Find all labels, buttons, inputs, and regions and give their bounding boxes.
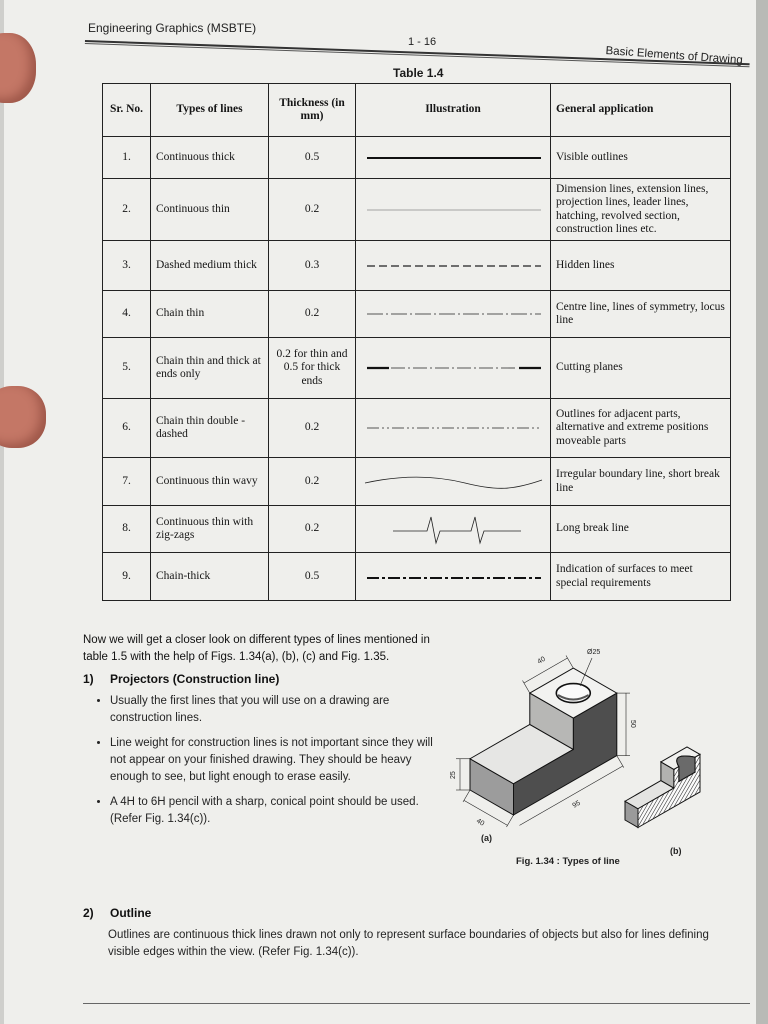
page-edge [756, 0, 768, 1024]
dimension-label: Ø25 [587, 649, 601, 656]
line-type-cell: Chain thin and thick at ends only [151, 338, 269, 399]
section-heading-outline [83, 905, 738, 922]
sr-no-cell: 3. [103, 241, 151, 291]
list-item: • Line weight for construction lines is not important since they will not appear on your finished drawing. They should be heavy enough to see, but light enough to erase easily. [110, 735, 435, 786]
zigzag-line-illustration [361, 511, 546, 547]
sr-no-cell: 4. [103, 291, 151, 338]
line-types-table [102, 83, 731, 601]
illustration-cell [356, 458, 551, 506]
chain-thick-line-illustration [361, 566, 546, 588]
isometric-block-drawing [470, 668, 617, 815]
sr-no-cell: 8. [103, 506, 151, 553]
continuous-thick-line-illustration [361, 147, 546, 169]
sr-no-cell: 1. [103, 137, 151, 179]
section-number: 1) [83, 672, 94, 686]
illustration-cell [356, 553, 551, 601]
dimension-label: 40 [475, 817, 486, 828]
dimension-label: 25 [450, 771, 457, 779]
dimension-label: 40 [536, 655, 547, 666]
footer-rule [83, 1003, 750, 1004]
bullet-list [83, 693, 435, 828]
header-thickness: Thickness (in mm) [269, 84, 356, 137]
thickness-cell: 0.5 [269, 137, 356, 179]
application-cell: Long break line [551, 506, 731, 553]
wavy-line-illustration [361, 471, 546, 493]
figure-types-of-line [440, 640, 740, 880]
thickness-cell: 0.3 [269, 241, 356, 291]
chapter-title: Basic Elements of Drawing [605, 45, 744, 67]
figure-caption: Fig. 1.34 : Types of line [516, 856, 620, 867]
line-type-cell: Dashed medium thick [151, 241, 269, 291]
line-type-cell: Continuous thick [151, 137, 269, 179]
table-row [103, 458, 731, 506]
illustration-cell [356, 506, 551, 553]
figure-label-b: (b) [670, 846, 682, 856]
dashed-line-illustration [361, 255, 546, 277]
application-cell: Indication of surfaces to meet special requirements [551, 553, 731, 601]
line-type-cell: Continuous thin wavy [151, 458, 269, 506]
illustration-cell [356, 338, 551, 399]
header-application: General application [551, 84, 731, 137]
thickness-cell: 0.2 for thin and 0.5 for thick ends [269, 338, 356, 399]
table-row [103, 399, 731, 458]
intro-paragraph: Now we will get a closer look on different types of lines mentioned in table 1.5 with the help of Figs. 1.34(a), (b), (c) and Fig. 1.35. [83, 634, 430, 663]
sr-no-cell: 5. [103, 338, 151, 399]
chain-thick-ends-line-illustration [361, 357, 546, 379]
section-number: 2) [83, 906, 94, 920]
sr-no-cell: 6. [103, 399, 151, 458]
figure-label-a: (a) [481, 833, 492, 843]
thickness-cell: 0.5 [269, 553, 356, 601]
illustration-cell [356, 137, 551, 179]
page-number: 1 - 16 [408, 36, 437, 48]
application-cell: Hidden lines [551, 241, 731, 291]
thickness-cell: 0.2 [269, 506, 356, 553]
thickness-cell: 0.2 [269, 291, 356, 338]
application-cell: Cutting planes [551, 338, 731, 399]
application-cell: Centre line, lines of symmetry, locus line [551, 291, 731, 338]
illustration-cell [356, 399, 551, 458]
outline-paragraph: Outlines are continuous thick lines drawn not only to represent surface boundaries of objects but also for lines defining visible edges within the view. (Refer Fig. 1.34(c)). [108, 929, 709, 958]
illustration-cell [356, 179, 551, 241]
table-header-row [103, 84, 731, 137]
section-title: Projectors (Construction line) [110, 672, 280, 686]
illustration-cell [356, 291, 551, 338]
application-cell: Visible outlines [551, 137, 731, 179]
table-row [103, 506, 731, 553]
thickness-cell: 0.2 [269, 399, 356, 458]
book-title: Engineering Graphics (MSBTE) [88, 21, 257, 35]
sr-no-cell: 2. [103, 179, 151, 241]
list-item: • A 4H to 6H pencil with a sharp, conical point should be used. (Refer Fig. 1.34(c)). [110, 794, 435, 828]
table-row [103, 553, 731, 601]
chain-thin-line-illustration [361, 303, 546, 325]
header-type: Types of lines [151, 84, 269, 137]
table-row [103, 338, 731, 399]
table-row [103, 241, 731, 291]
header-sr-no: Sr. No. [103, 84, 151, 137]
section-heading-projectors [83, 671, 435, 688]
table-row [103, 179, 731, 241]
line-type-cell: Chain thin [151, 291, 269, 338]
section-title: Outline [110, 906, 152, 920]
line-type-cell: Chain thin double - dashed [151, 399, 269, 458]
line-type-cell: Continuous thin [151, 179, 269, 241]
chain-double-dashed-line-illustration [361, 417, 546, 439]
thickness-cell: 0.2 [269, 458, 356, 506]
illustration-cell [356, 241, 551, 291]
application-cell: Irregular boundary line, short break line [551, 458, 731, 506]
table-row [103, 291, 731, 338]
table-caption: Table 1.4 [393, 66, 444, 80]
table-row [103, 137, 731, 179]
dimension-label: 95 [571, 799, 582, 810]
continuous-thin-line-illustration [361, 199, 546, 221]
outline-section [83, 905, 738, 961]
sr-no-cell: 9. [103, 553, 151, 601]
application-cell: Outlines for adjacent parts, alternative and extreme positions moveable parts [551, 399, 731, 458]
list-item: • Usually the first lines that you will use on a drawing are construction lines. [110, 693, 435, 727]
left-column-text [83, 632, 435, 836]
line-type-cell: Continuous thin with zig-zags [151, 506, 269, 553]
line-type-cell: Chain-thick [151, 553, 269, 601]
header-illustration: Illustration [356, 84, 551, 137]
thickness-cell: 0.2 [269, 179, 356, 241]
dimension-label: 50 [629, 720, 636, 728]
application-cell: Dimension lines, extension lines, projection lines, leader lines, hatching, revolved section, construction lines etc. [551, 179, 731, 241]
sr-no-cell: 7. [103, 458, 151, 506]
